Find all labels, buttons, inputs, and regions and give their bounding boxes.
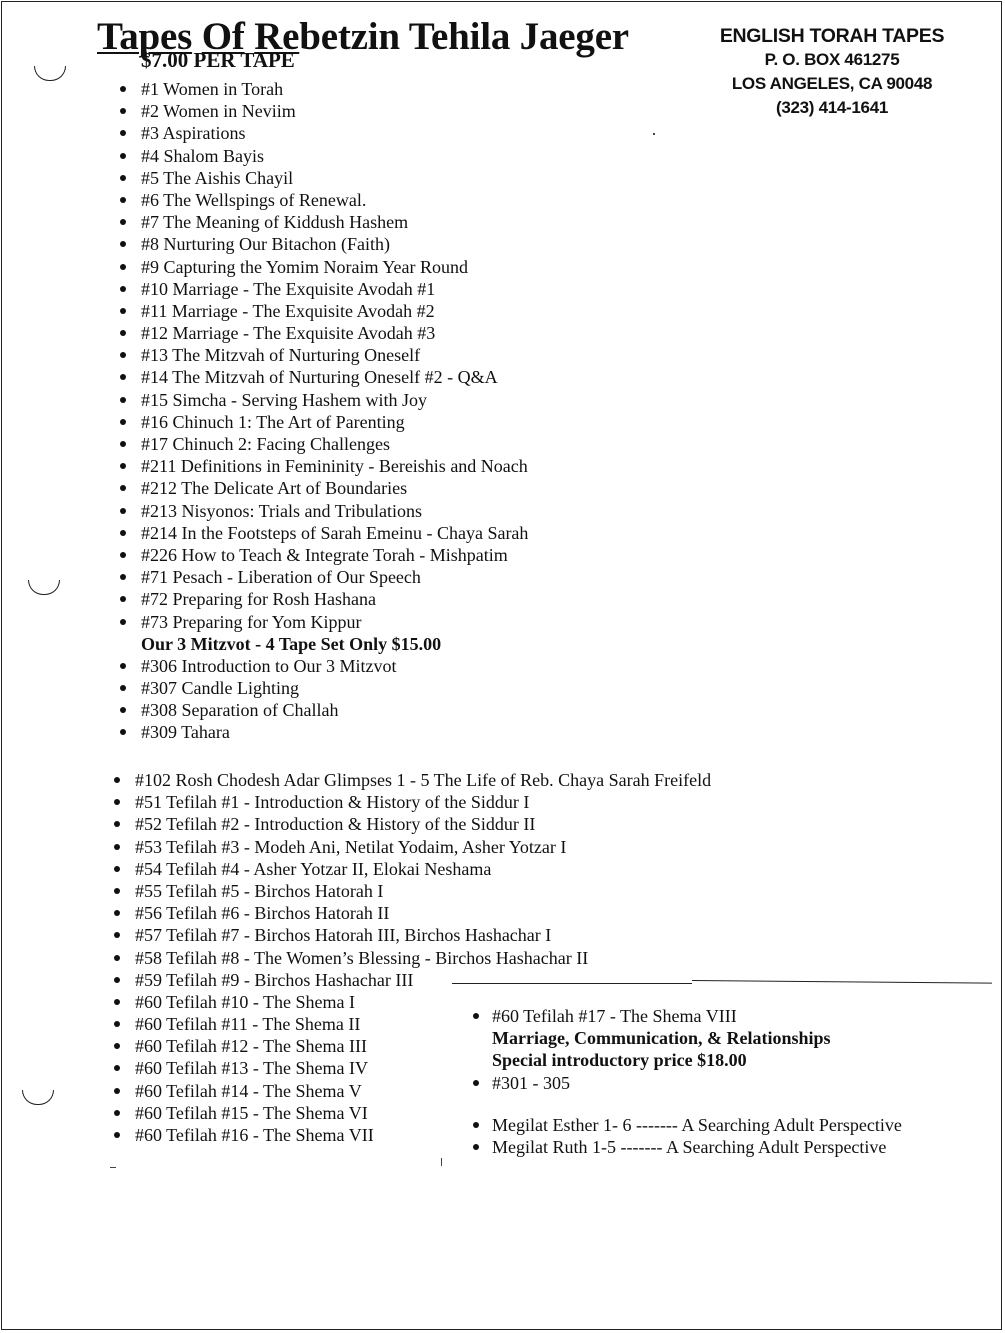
list-item: #5 The Aishis Chayil <box>117 167 528 189</box>
list-item: #60 Tefilah #10 - The Shema I <box>111 991 711 1013</box>
city: LOS ANGELES, CA 90048 <box>731 74 933 93</box>
list-item: #9 Capturing the Yomim Noraim Year Round <box>117 256 528 278</box>
list-item: #308 Separation of Challah <box>117 699 528 721</box>
marriage-set-price: Special introductory price $18.00 <box>492 1050 747 1071</box>
list-item: #4 Shalom Bayis <box>117 145 528 167</box>
list-item: #306 Introduction to Our 3 Mitzvot <box>117 655 528 677</box>
list-item: #7 The Meaning of Kiddush Hashem <box>117 211 528 233</box>
scan-speck <box>110 1167 116 1168</box>
list-item: #10 Marriage - The Exquisite Avodah #1 <box>117 278 528 300</box>
list-item: #6 The Wellspings of Renewal. <box>117 189 528 211</box>
list-item: #60 Tefilah #13 - The Shema IV <box>111 1057 711 1079</box>
list-item: #60 Tefilah #16 - The Shema VII <box>111 1124 711 1146</box>
publisher-address <box>702 24 962 120</box>
list-item: #73 Preparing for Yom Kippur <box>117 611 528 633</box>
list-item: #13 The Mitzvah of Nurturing Oneself <box>117 344 528 366</box>
list-item: #71 Pesach - Liberation of Our Speech <box>117 566 528 588</box>
list-item: #3 Aspirations <box>117 122 528 144</box>
list-item: Megilat Ruth 1-5 ------- A Searching Adult Perspective <box>470 1136 902 1158</box>
list-item: #309 Tahara <box>117 721 528 743</box>
list-item: #60 Tefilah #12 - The Shema III <box>111 1035 711 1057</box>
list-item: #1 Women in Torah <box>117 78 528 100</box>
list-item: #60 Tefilah #14 - The Shema V <box>111 1080 711 1102</box>
list-item: #14 The Mitzvah of Nurturing Oneself #2 - Q&A <box>117 366 528 388</box>
list-item: #16 Chinuch 1: The Art of Parenting <box>117 411 528 433</box>
list-item: Megilat Esther 1- 6 ------- A Searching Adult Perspective <box>470 1114 902 1136</box>
divider-line <box>452 983 692 984</box>
phone: (323) 414-1641 <box>775 98 889 117</box>
right-column <box>470 1005 902 1158</box>
list-item: #60 Tefilah #15 - The Shema VI <box>111 1102 711 1124</box>
list-item: #212 The Delicate Art of Boundaries <box>117 477 528 499</box>
list-item: #72 Preparing for Rosh Hashana <box>117 588 528 610</box>
list-item: #226 How to Teach & Integrate Torah - Mishpatim <box>117 544 528 566</box>
scan-speck <box>441 1158 442 1166</box>
list-item: #52 Tefilah #2 - Introduction & History of the Siddur II <box>111 813 711 835</box>
po-box: P. O. BOX 461275 <box>764 50 900 69</box>
mitzvot-set-heading: Our 3 Mitzvot - 4 Tape Set Only $15.00 <box>141 633 442 654</box>
list-item: #60 Tefilah #17 - The Shema VIII <box>470 1005 902 1027</box>
list-item: #12 Marriage - The Exquisite Avodah #3 <box>117 322 528 344</box>
list-item: #56 Tefilah #6 - Birchos Hatorah II <box>111 902 711 924</box>
list-item: #57 Tefilah #7 - Birchos Hatorah III, Birchos Hashachar I <box>111 924 711 946</box>
list-item: #17 Chinuch 2: Facing Challenges <box>117 433 528 455</box>
marriage-set-heading: Marriage, Communication, & Relationships <box>492 1028 831 1049</box>
tape-list <box>117 78 528 744</box>
list-item: #8 Nurturing Our Bitachon (Faith) <box>117 233 528 255</box>
scan-speck <box>653 133 655 135</box>
list-item: #213 Nisyonos: Trials and Tribulations <box>117 500 528 522</box>
list-item: #11 Marriage - The Exquisite Avodah #2 <box>117 300 528 322</box>
list-item: #51 Tefilah #1 - Introduction & History of the Siddur I <box>111 791 711 813</box>
list-item: #301 - 305 <box>470 1072 902 1094</box>
list-item: #2 Women in Neviim <box>117 100 528 122</box>
list-item: #307 Candle Lighting <box>117 677 528 699</box>
list-item: #214 In the Footsteps of Sarah Emeinu - Chaya Sarah <box>117 522 528 544</box>
list-item: #55 Tefilah #5 - Birchos Hatorah I <box>111 880 711 902</box>
spacer <box>470 1094 902 1114</box>
list-item: #211 Definitions in Femininity - Bereishis and Noach <box>117 455 528 477</box>
price-per-tape: $7.00 PER TAPE <box>141 48 295 72</box>
list-item: #102 Rosh Chodesh Adar Glimpses 1 - 5 The Life of Reb. Chaya Sarah Freifeld <box>111 769 711 791</box>
list-item: #58 Tefilah #8 - The Women’s Blessing - Birchos Hashachar II <box>111 947 711 969</box>
publisher-name: ENGLISH TORAH TAPES <box>719 25 945 47</box>
list-item: #60 Tefilah #11 - The Shema II <box>111 1013 711 1035</box>
list-item: #59 Tefilah #9 - Birchos Hashachar III <box>111 969 711 991</box>
list-item: #15 Simcha - Serving Hashem with Joy <box>117 389 528 411</box>
list-item: #54 Tefilah #4 - Asher Yotzar II, Elokai Neshama <box>111 858 711 880</box>
page-title: Tapes Of Rebetzin Tehila Jaeger <box>97 15 629 58</box>
list-item: #53 Tefilah #3 - Modeh Ani, Netilat Yodaim, Asher Yotzar I <box>111 836 711 858</box>
